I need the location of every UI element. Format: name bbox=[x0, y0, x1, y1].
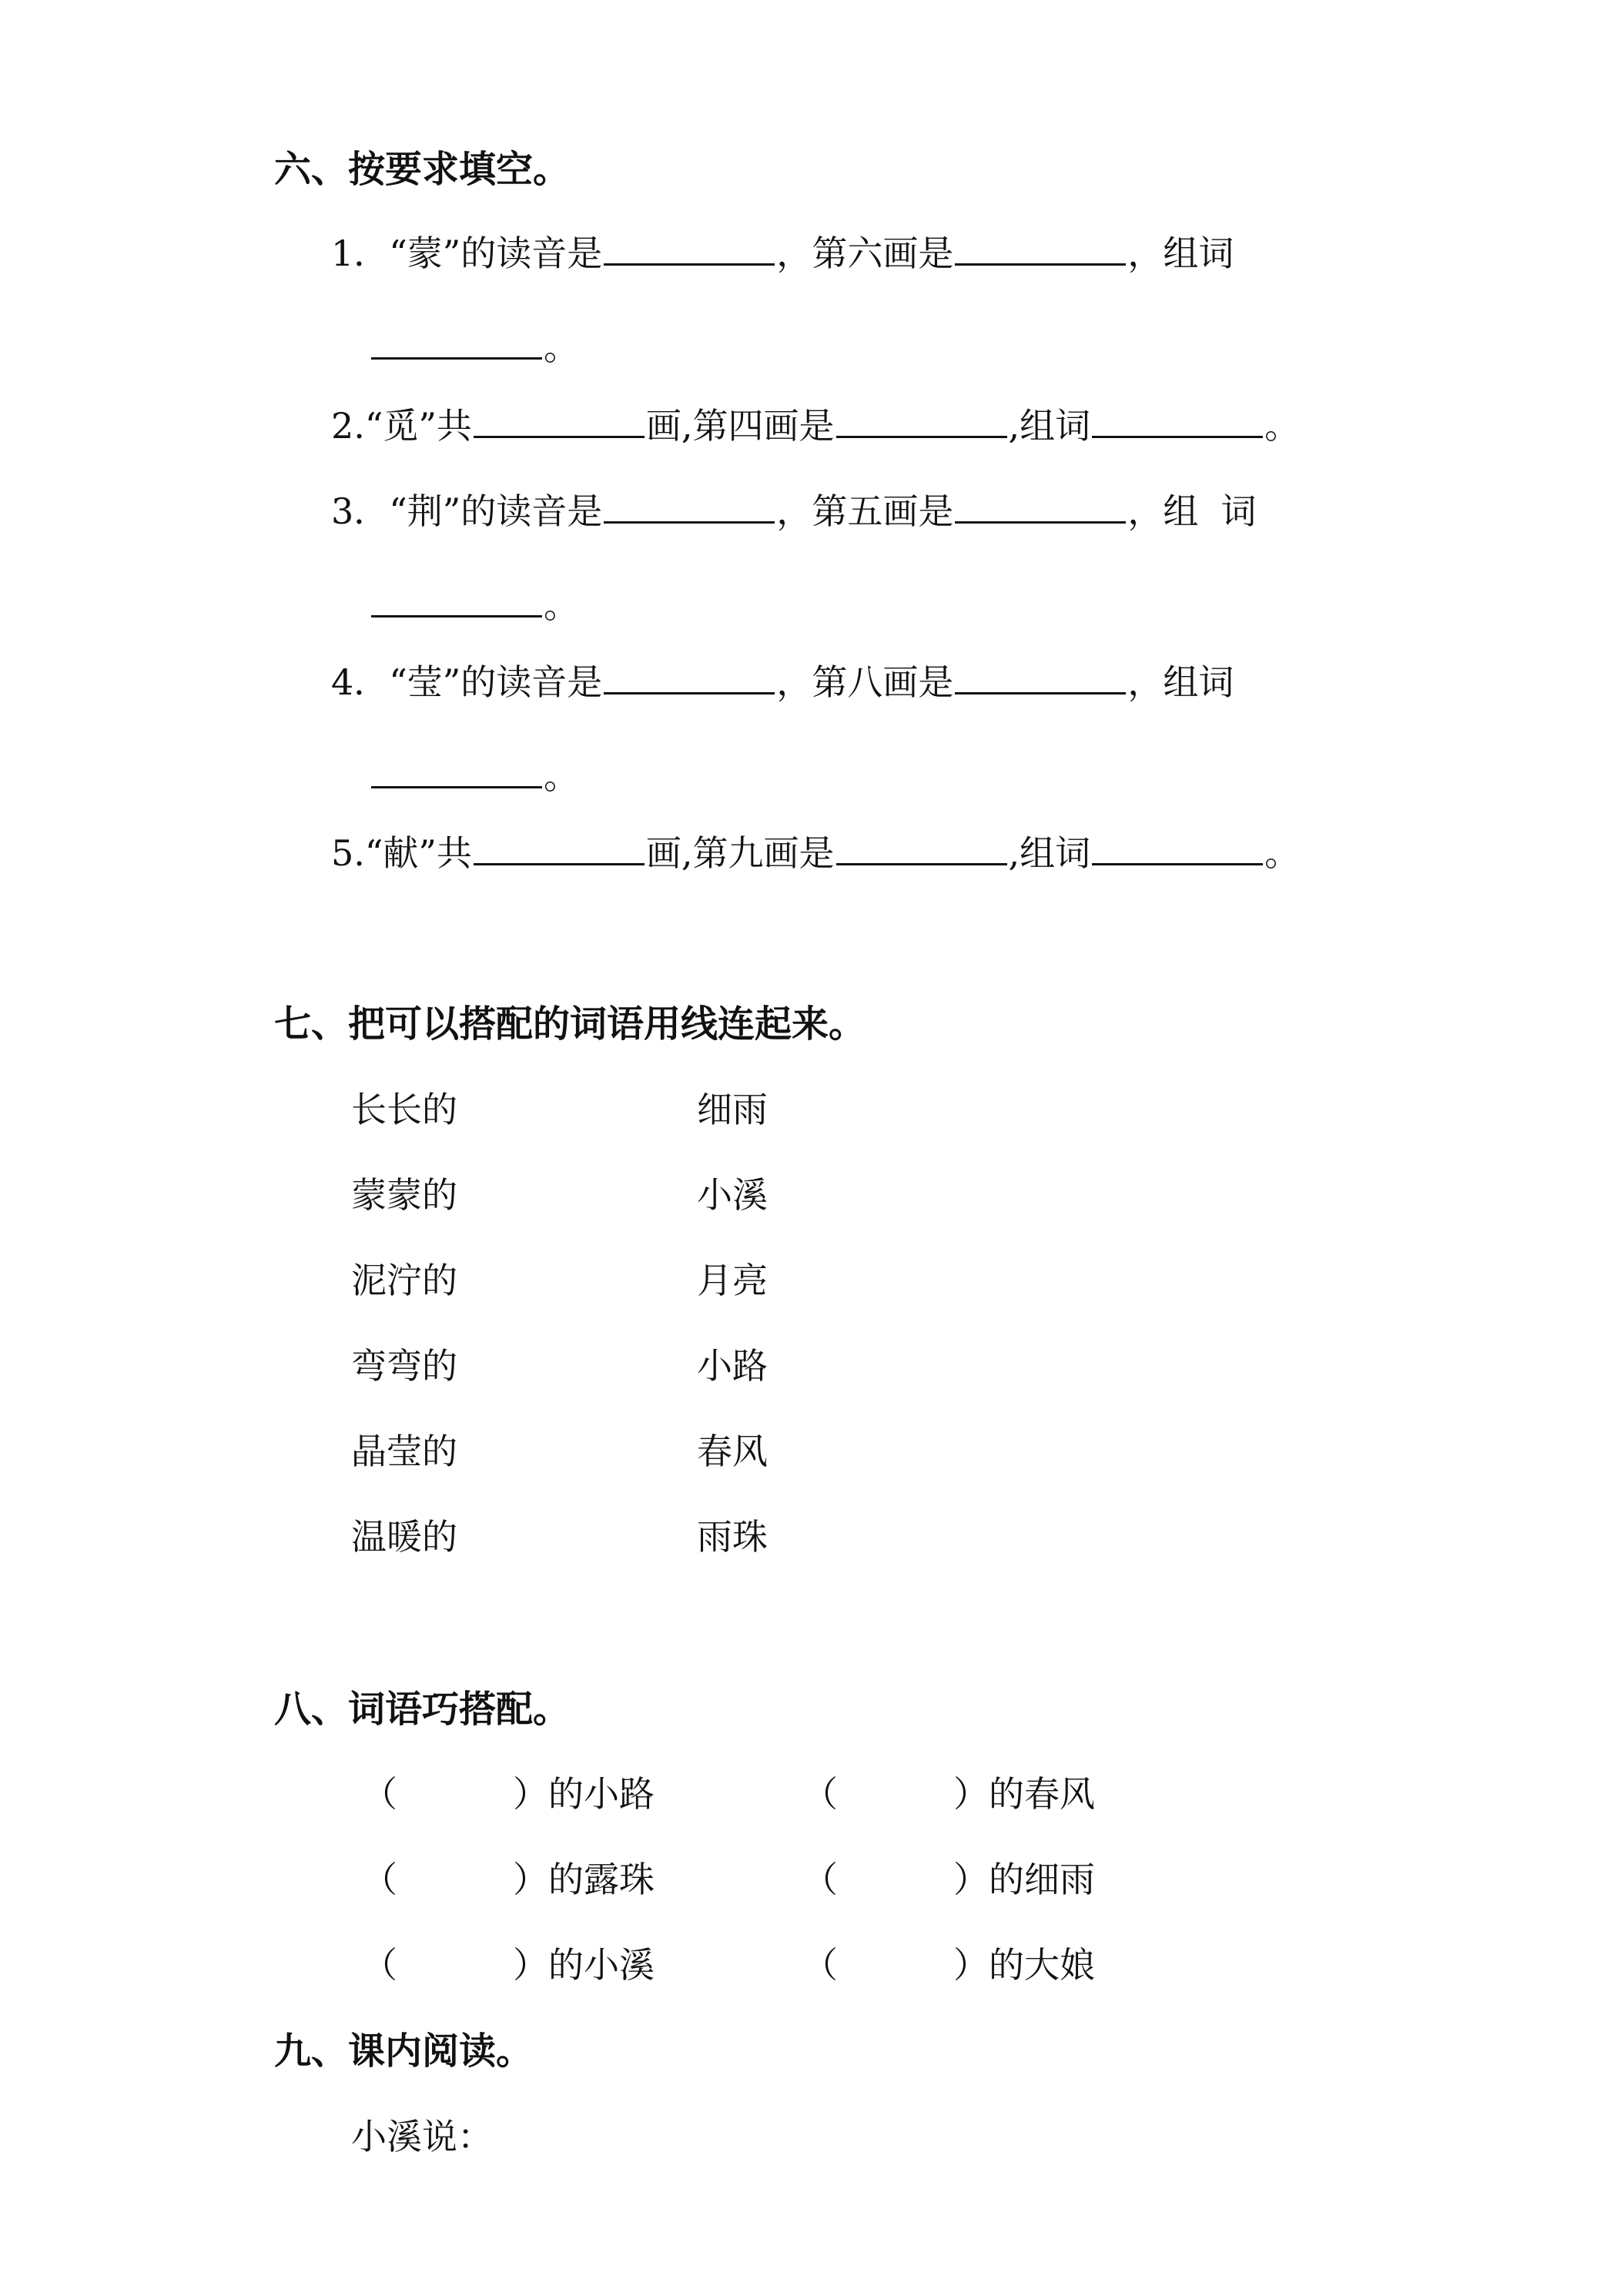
q2-blank-word[interactable] bbox=[1092, 435, 1263, 438]
q1-text-e: 。 bbox=[544, 326, 579, 368]
match-left-6[interactable]: 温暖的 bbox=[351, 1516, 457, 1558]
q3-blank-reading[interactable] bbox=[604, 520, 775, 524]
q3-blank-word[interactable] bbox=[371, 614, 542, 618]
q1-text-a: 1．“蒙”的读音是 bbox=[331, 233, 603, 274]
q2-blank-count[interactable] bbox=[474, 435, 645, 438]
q2-text-c: ,组词 bbox=[1008, 405, 1091, 447]
section-7-title: 七、把可以搭配的词语用线连起来。 bbox=[274, 1002, 866, 1046]
question-1-line-1 bbox=[331, 233, 1234, 274]
match-left-2[interactable]: 蒙蒙的 bbox=[351, 1174, 457, 1216]
open-paren: （ bbox=[802, 1859, 838, 1900]
match-left-4[interactable]: 弯弯的 bbox=[351, 1345, 457, 1387]
match-left-5[interactable]: 晶莹的 bbox=[351, 1431, 457, 1472]
close-paren: ） bbox=[953, 1773, 989, 1815]
q1-text-c: ，组词 bbox=[1127, 233, 1234, 274]
pair-row-2-left bbox=[362, 1859, 655, 1900]
section-6-title: 六、按要求填空。 bbox=[274, 148, 571, 191]
close-paren: ） bbox=[513, 1773, 548, 1815]
close-paren: ） bbox=[513, 1944, 548, 1986]
q5-text-d: 。 bbox=[1264, 832, 1301, 874]
pair-row-1-left bbox=[362, 1773, 655, 1815]
reading-text: 小溪说： bbox=[351, 2116, 493, 2157]
pair-phrase: 的春风 bbox=[989, 1773, 1095, 1815]
q5-text-c: ,组词 bbox=[1008, 832, 1091, 874]
question-3-line-2 bbox=[370, 584, 579, 626]
pair-row-3-right bbox=[802, 1944, 1095, 1986]
q4-blank-reading[interactable] bbox=[604, 691, 775, 694]
pair-phrase: 的小溪 bbox=[548, 1944, 655, 1986]
close-paren: ） bbox=[953, 1944, 989, 1986]
q1-blank-word[interactable] bbox=[371, 356, 542, 360]
pair-phrase: 的小路 bbox=[548, 1773, 655, 1815]
open-paren: （ bbox=[802, 1944, 838, 1986]
pair-phrase: 的细雨 bbox=[989, 1859, 1095, 1900]
match-right-3[interactable]: 月亮 bbox=[697, 1260, 768, 1301]
q4-text-c: ，组词 bbox=[1127, 661, 1234, 703]
q5-blank-word[interactable] bbox=[1092, 862, 1263, 865]
question-5-line-1 bbox=[331, 832, 1301, 874]
pair-phrase: 的大娘 bbox=[989, 1944, 1095, 1986]
q2-text-d: 。 bbox=[1264, 405, 1301, 447]
open-paren: （ bbox=[362, 1859, 397, 1900]
q3-text-b: ，第五画是 bbox=[776, 490, 954, 532]
q2-blank-stroke[interactable] bbox=[836, 435, 1007, 438]
q3-text-c: ，组 词 bbox=[1127, 490, 1257, 532]
q2-text-a: 2.“觅”共 bbox=[331, 405, 472, 447]
q3-blank-stroke[interactable] bbox=[955, 520, 1126, 524]
q1-blank-reading[interactable] bbox=[604, 263, 775, 266]
match-left-1[interactable]: 长长的 bbox=[351, 1089, 457, 1130]
q1-blank-stroke[interactable] bbox=[955, 263, 1126, 266]
match-right-1[interactable]: 细雨 bbox=[697, 1089, 768, 1130]
q5-blank-count[interactable] bbox=[474, 862, 645, 865]
match-right-2[interactable]: 小溪 bbox=[697, 1174, 768, 1216]
match-right-6[interactable]: 雨珠 bbox=[697, 1516, 768, 1558]
pair-row-2-right bbox=[802, 1859, 1095, 1900]
match-right-5[interactable]: 春风 bbox=[697, 1431, 768, 1472]
open-paren: （ bbox=[362, 1773, 397, 1815]
q5-text-a: 5.“献”共 bbox=[331, 832, 472, 874]
q5-text-b: 画,第九画是 bbox=[645, 832, 835, 874]
pair-phrase: 的露珠 bbox=[548, 1859, 655, 1900]
question-3-line-1 bbox=[331, 490, 1257, 532]
close-paren: ） bbox=[513, 1859, 548, 1900]
q4-text-b: ，第八画是 bbox=[776, 661, 954, 703]
q4-blank-word[interactable] bbox=[371, 785, 542, 788]
q2-text-b: 画,第四画是 bbox=[645, 405, 835, 447]
q3-text-a: 3．“荆”的读音是 bbox=[331, 490, 603, 532]
question-2-line-1 bbox=[331, 405, 1301, 447]
section-9-title: 九、课内阅读。 bbox=[274, 2030, 534, 2073]
q5-blank-stroke[interactable] bbox=[836, 862, 1007, 865]
close-paren: ） bbox=[953, 1859, 989, 1900]
q4-text-e: 。 bbox=[544, 755, 579, 797]
q3-text-e: 。 bbox=[544, 584, 579, 626]
section-8-title: 八、词语巧搭配。 bbox=[274, 1688, 571, 1731]
open-paren: （ bbox=[362, 1944, 397, 1986]
pair-row-3-left bbox=[362, 1944, 655, 1986]
match-right-4[interactable]: 小路 bbox=[697, 1345, 768, 1387]
open-paren: （ bbox=[802, 1773, 838, 1815]
match-left-3[interactable]: 泥泞的 bbox=[351, 1260, 457, 1301]
q4-text-a: 4．“莹”的读音是 bbox=[331, 661, 603, 703]
question-1-line-2 bbox=[370, 326, 579, 368]
pair-row-1-right bbox=[802, 1773, 1095, 1815]
q1-text-b: ，第六画是 bbox=[776, 233, 954, 274]
q4-blank-stroke[interactable] bbox=[955, 691, 1126, 694]
question-4-line-2 bbox=[370, 755, 579, 797]
question-4-line-1 bbox=[331, 661, 1234, 703]
